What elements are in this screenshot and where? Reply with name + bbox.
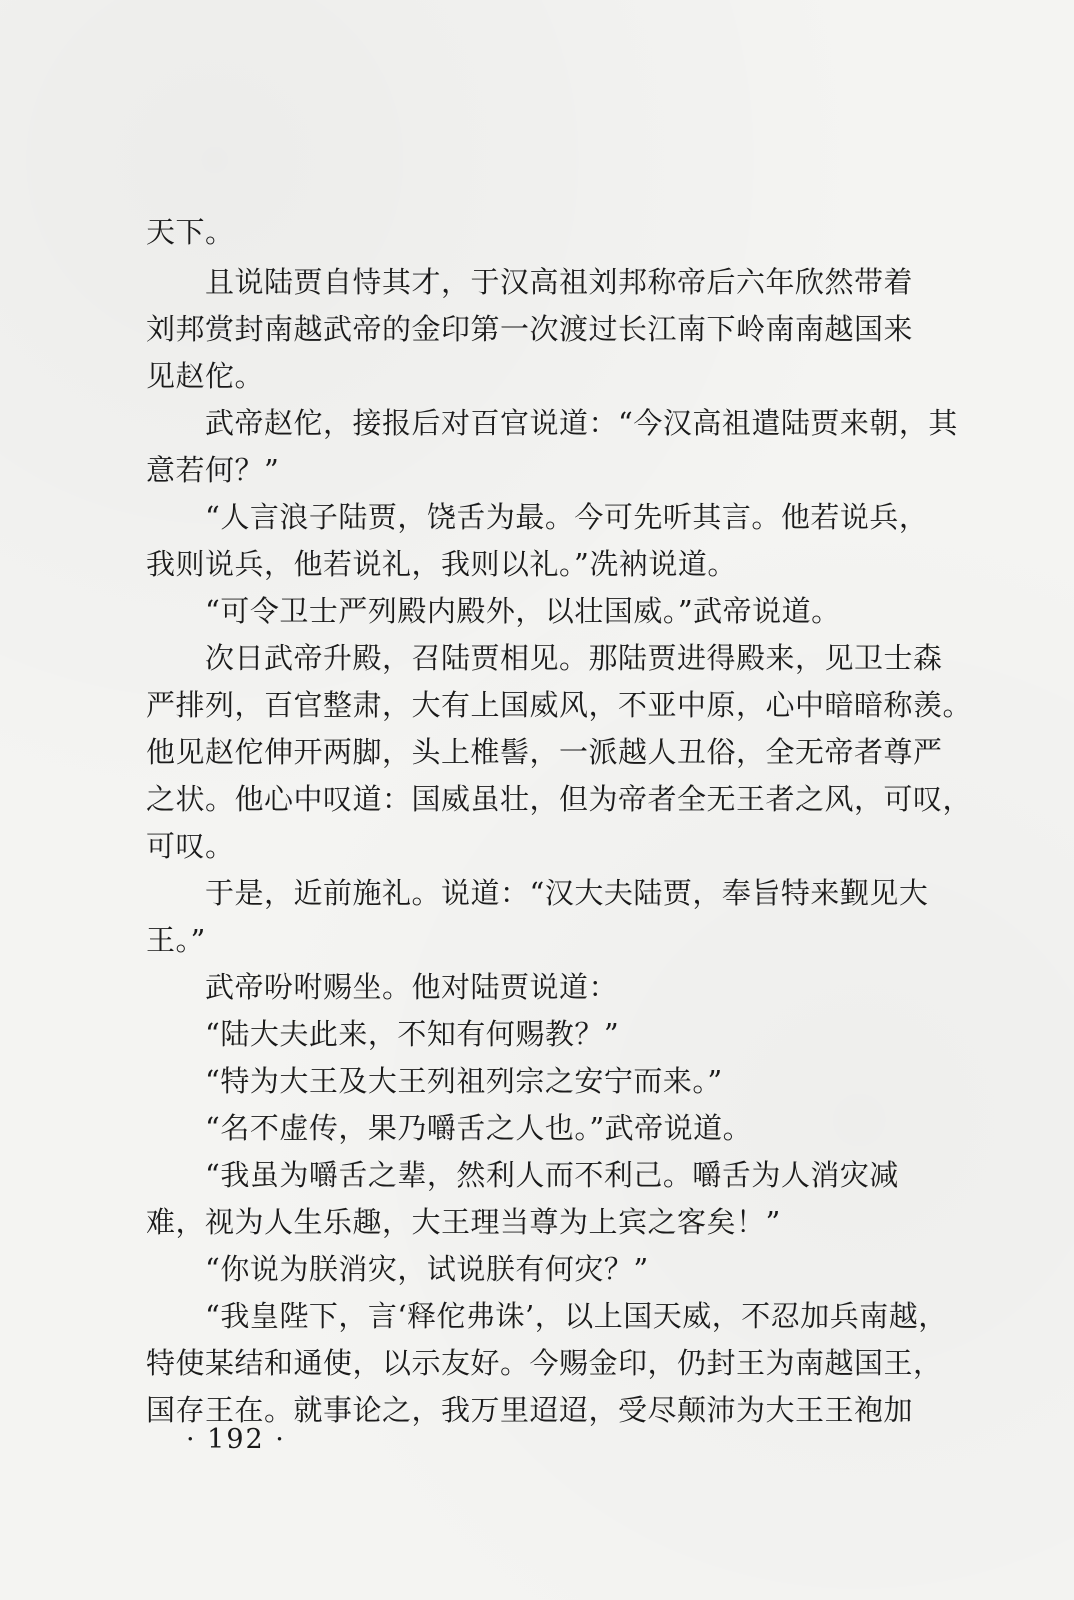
text-line: 特使某结和通使，以示友好。今赐金印，仍封王为南越国王， [146, 1346, 943, 1380]
text-line: “陆大夫此来，不知有何赐教？” [146, 1017, 620, 1051]
text-line: 严排列，百官整肃，大有上国威风，不亚中原，心中暗暗称羡。 [146, 688, 973, 722]
text-line: “你说为朕消灾，试说朕有何灾？” [146, 1252, 649, 1286]
text-line: 可叹。 [146, 829, 235, 863]
text-line: 次日武帝升殿，召陆贾相见。那陆贾进得殿来，见卫士森 [146, 641, 943, 675]
text-line: 武帝吩咐赐坐。他对陆贾说道： [146, 970, 619, 1004]
text-line: “名不虚传，果乃嚼舌之人也。”武帝说道。 [146, 1111, 753, 1145]
text-line: “我皇陛下，言‘释佗弗诛’，以上国天威，不忍加兵南越， [146, 1299, 948, 1333]
text-line: 见赵佗。 [146, 359, 265, 393]
text-line: 他见赵佗伸开两脚，头上椎髻，一派越人丑俗，全无帝者尊严 [146, 735, 943, 769]
text-line: “特为大王及大王列祖列宗之安宁而来。” [146, 1064, 723, 1098]
text-line: 难，视为人生乐趣，大王理当尊为上宾之客矣！” [146, 1205, 781, 1239]
text-line: 我则说兵，他若说礼，我则以礼。”冼衲说道。 [146, 547, 737, 581]
page-number: · 192 · [186, 1424, 286, 1455]
text-line: 武帝赵佗，接报后对百官说道：“今汉高祖遣陆贾来朝，其 [146, 406, 958, 440]
text-line: 天下。 [146, 215, 235, 249]
text-line: 且说陆贾自恃其才，于汉高祖刘邦称帝后六年欣然带着 [146, 265, 914, 299]
text-line: 王。” [146, 923, 206, 957]
text-line: 之状。他心中叹道：国威虽壮，但为帝者全无王者之风，可叹， [146, 782, 973, 816]
text-line: “可令卫士严列殿内殿外，以壮国威。”武帝说道。 [146, 594, 841, 628]
text-line: 刘邦赏封南越武帝的金印第一次渡过长江南下岭南南越国来 [146, 312, 914, 346]
text-line: “人言浪子陆贾，饶舌为最。今可先听其言。他若说兵， [146, 500, 929, 534]
text-line: 国存王在。就事论之，我万里迢迢，受尽颠沛为大王王袍加 [146, 1393, 914, 1427]
text-line: “我虽为嚼舌之辈，然利人而不利己。嚼舌为人消灾减 [146, 1158, 899, 1192]
text-line: 于是，近前施礼。说道：“汉大夫陆贾，奉旨特来觐见大 [146, 876, 929, 910]
text-line: 意若何？” [146, 453, 280, 487]
